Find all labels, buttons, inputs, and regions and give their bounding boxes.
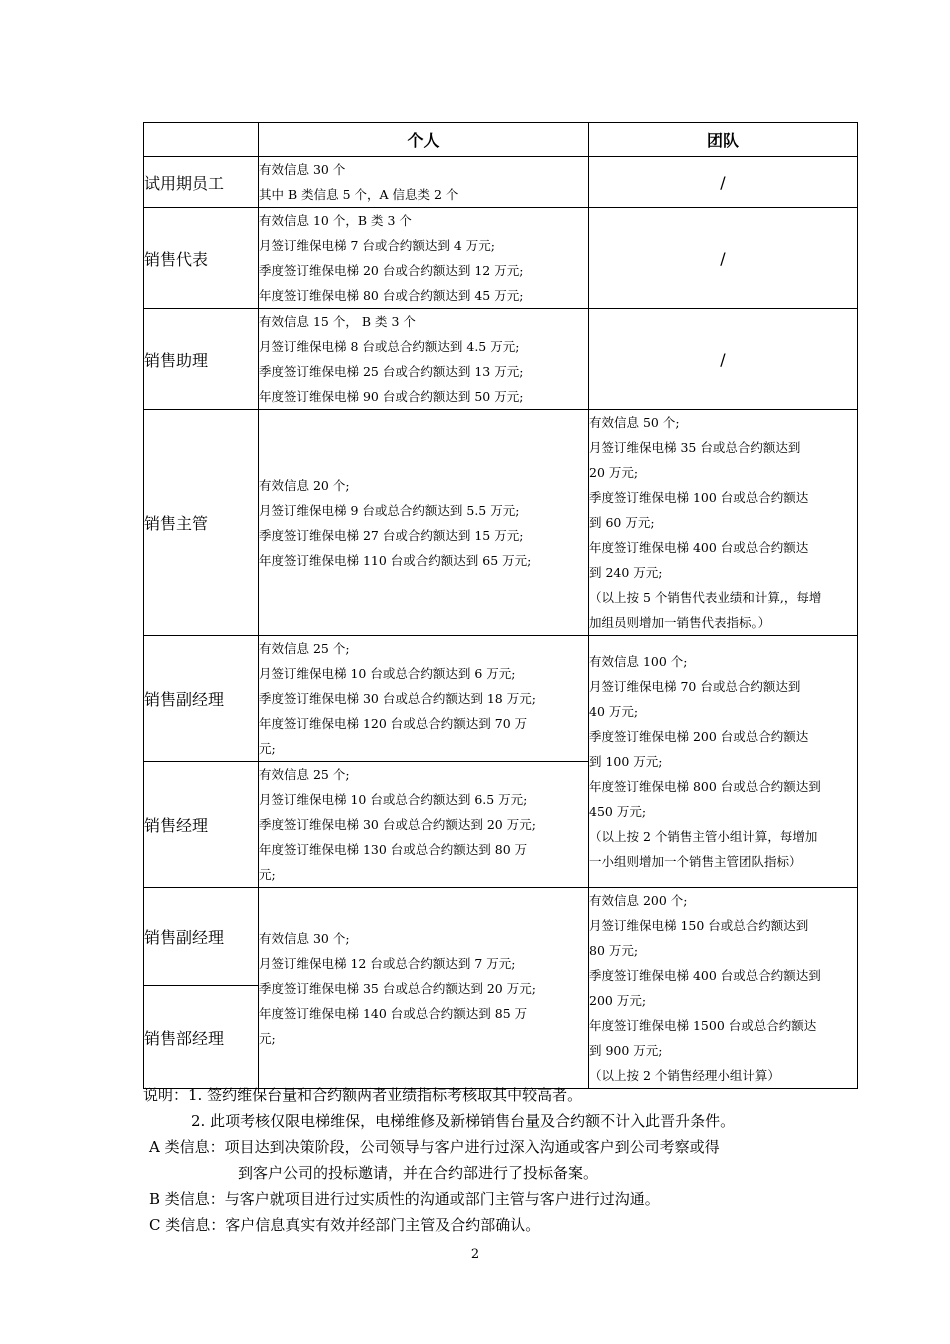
personal-cell: 有效信息 30 个; 月签订维保电梯 12 台或总合约额达到 7 万元; 季度签订维保电梯 35 台或总合约额达到 20 万元; 年度签订维保电梯 140 台或总合约额达到 85 万 元; <box>259 888 589 1089</box>
note-line: 说明：1. 签约维保台量和合约额两者业绩指标考核取其中较高者。 <box>143 1086 583 1104</box>
personal-cell: 有效信息 20 个; 月签订维保电梯 9 台或总合约额达到 5.5 万元; 季度签订维保电梯 27 台或合约额达到 15 万元; 年度签订维保电梯 110 台或合约额达到 65 万元; <box>259 410 589 636</box>
role-cell: 销售副经理 <box>144 636 259 762</box>
notes-section <box>143 1082 863 1238</box>
team-cell: 有效信息 100 个; 月签订维保电梯 70 台或总合约额达到 40 万元; 季度签订维保电梯 200 台或总合约额达 到 100 万元; 年度签订维保电梯 800 台或总合约额达到 450 万元; （以上按 2 个销售主管小组计算，每增加 一小组则增加一个销售主管团队指标） <box>589 636 858 888</box>
table-row <box>144 636 858 762</box>
header-blank <box>144 123 259 157</box>
personal-cell: 有效信息 25 个; 月签订维保电梯 10 台或总合约额达到 6 万元; 季度签订维保电梯 30 台或总合约额达到 18 万元; 年度签订维保电梯 120 台或总合约额达到 70 万 元; <box>259 636 589 762</box>
personal-cell: 有效信息 25 个; 月签订维保电梯 10 台或总合约额达到 6.5 万元; 季度签订维保电梯 30 台或总合约额达到 20 万元; 年度签订维保电梯 130 台或总合约额达到 80 万 元; <box>259 762 589 888</box>
role-cell: 销售部经理 <box>144 986 259 1089</box>
team-cell: 有效信息 50 个; 月签订维保电梯 35 台或总合约额达到 20 万元; 季度签订维保电梯 100 台或总合约额达 到 60 万元; 年度签订维保电梯 400 台或总合约额达 到 240 万元; （以上按 5 个销售代表业绩和计算,，每增 加组员则增加一销售代表指标。） <box>589 410 858 636</box>
table-row <box>144 157 858 208</box>
role-cell: 试用期员工 <box>144 157 259 208</box>
role-cell: 销售代表 <box>144 208 259 309</box>
personal-cell: 有效信息 15 个， B 类 3 个 月签订维保电梯 8 台或总合约额达到 4.5 万元; 季度签订维保电梯 25 台或合约额达到 13 万元; 年度签订维保电梯 90 台或合约额达到 50 万元; <box>259 309 589 410</box>
table-row <box>144 888 858 986</box>
team-cell: / <box>589 208 858 309</box>
page-number: 2 <box>470 1247 480 1262</box>
promotion-criteria-table <box>143 122 858 1089</box>
note-line: B 类信息：与客户就项目进行过实质性的沟通或部门主管与客户进行过沟通。 <box>149 1190 660 1208</box>
table-row <box>144 309 858 410</box>
role-cell: 销售经理 <box>144 762 259 888</box>
team-cell: 有效信息 200 个; 月签订维保电梯 150 台或总合约额达到 80 万元; 季度签订维保电梯 400 台或总合约额达到 200 万元; 年度签订维保电梯 1500 台或总合约额达 到 900 万元; （以上按 2 个销售经理小组计算） <box>589 888 858 1089</box>
role-cell: 销售助理 <box>144 309 259 410</box>
header-row <box>144 123 858 157</box>
table-row <box>144 208 858 309</box>
note-line: 2. 此项考核仅限电梯维保，电梯维修及新梯销售台量及合约额不计入此晋升条件。 <box>191 1112 736 1130</box>
header-team: 团队 <box>589 123 858 157</box>
note-line: C 类信息：客户信息真实有效并经部门主管及合约部确认。 <box>149 1216 541 1234</box>
note-line: 到客户公司的投标邀请，并在合约部进行了投标备案。 <box>238 1164 599 1182</box>
role-cell: 销售主管 <box>144 410 259 636</box>
team-cell: / <box>589 309 858 410</box>
personal-cell: 有效信息 10 个，B 类 3 个 月签订维保电梯 7 台或合约额达到 4 万元; 季度签订维保电梯 20 台或合约额达到 12 万元; 年度签订维保电梯 80 台或合约额达到 45 万元; <box>259 208 589 309</box>
header-personal: 个人 <box>259 123 589 157</box>
note-line: A 类信息：项目达到决策阶段，公司领导与客户进行过深入沟通或客户到公司考察或得 <box>149 1138 720 1156</box>
team-cell: / <box>589 157 858 208</box>
table-row <box>144 410 858 636</box>
personal-cell: 有效信息 30 个 其中 B 类信息 5 个，A 信息类 2 个 <box>259 157 589 208</box>
role-cell: 销售副经理 <box>144 888 259 986</box>
